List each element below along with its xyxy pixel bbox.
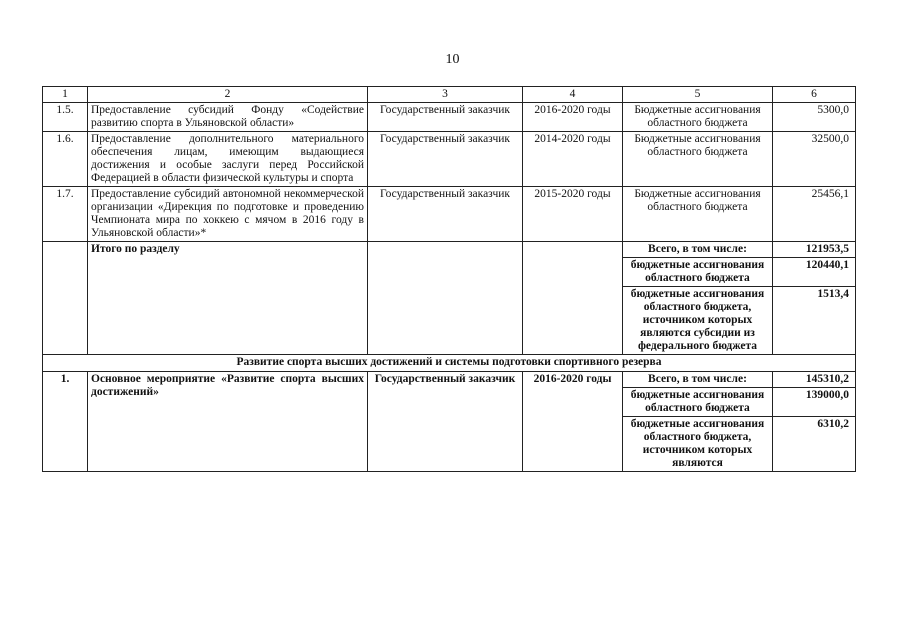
- row-period: 2015-2020 годы: [523, 187, 623, 242]
- header-col-5: 5: [623, 87, 773, 103]
- table-header-row: [43, 87, 856, 103]
- row-name: Предоставление субсидий автономной некоммерческой организации «Дирекция по подготовке и проведению Чемпионата мира по хоккею с мячом в 2016 году в Ульяновской области»*: [88, 187, 368, 242]
- main-source: Всего, в том числе:: [623, 372, 773, 388]
- header-col-6: 6: [773, 87, 856, 103]
- row-name: Предоставление субсидий Фонду «Содействие развитию спорта в Ульяновской области»: [88, 103, 368, 132]
- header-col-1: 1: [43, 87, 88, 103]
- main-row-period: 2016-2020 годы: [523, 372, 623, 472]
- table-row: [43, 103, 856, 132]
- table-row: [43, 187, 856, 242]
- row-number: 1.6.: [43, 132, 88, 187]
- main-source: бюджетные ассигнования областного бюджета, источником которых являются: [623, 417, 773, 472]
- header-col-3: 3: [368, 87, 523, 103]
- row-number: 1.7.: [43, 187, 88, 242]
- section-title-row: [43, 355, 856, 372]
- table-row: [43, 132, 856, 187]
- total-period-cell: [523, 242, 623, 355]
- main-row-number: 1.: [43, 372, 88, 472]
- total-amount: 120440,1: [773, 258, 856, 287]
- total-source: бюджетные ассигнования областного бюджета: [623, 258, 773, 287]
- main-row-executor: Государственный заказчик: [368, 372, 523, 472]
- row-period: 2016-2020 годы: [523, 103, 623, 132]
- row-amount: 5300,0: [773, 103, 856, 132]
- row-executor: Государственный заказчик: [368, 132, 523, 187]
- total-executor-cell: [368, 242, 523, 355]
- row-source: Бюджетные ассигнования областного бюджета: [623, 103, 773, 132]
- total-source: бюджетные ассигнования областного бюджета, источником которых являются субсидии из федерального бюджета: [623, 287, 773, 355]
- total-num-cell: [43, 242, 88, 355]
- main-amount: 139000,0: [773, 388, 856, 417]
- row-source: Бюджетные ассигнования областного бюджета: [623, 187, 773, 242]
- row-executor: Государственный заказчик: [368, 103, 523, 132]
- row-number: 1.5.: [43, 103, 88, 132]
- total-amount: 121953,5: [773, 242, 856, 258]
- main-row-name: Основное мероприятие «Развитие спорта высших достижений»: [88, 372, 368, 472]
- total-source: Всего, в том числе:: [623, 242, 773, 258]
- section-title: Развитие спорта высших достижений и системы подготовки спортивного резерва: [43, 355, 856, 372]
- row-source: Бюджетные ассигнования областного бюджета: [623, 132, 773, 187]
- row-amount: 25456,1: [773, 187, 856, 242]
- row-amount: 32500,0: [773, 132, 856, 187]
- header-col-4: 4: [523, 87, 623, 103]
- main-amount: 6310,2: [773, 417, 856, 472]
- section-total-label: Итого по разделу: [88, 242, 368, 355]
- main-source: бюджетные ассигнования областного бюджета: [623, 388, 773, 417]
- page-number: 10: [445, 52, 460, 67]
- row-period: 2014-2020 годы: [523, 132, 623, 187]
- program-table: [42, 86, 856, 472]
- section-total-row: [43, 242, 856, 258]
- row-executor: Государственный заказчик: [368, 187, 523, 242]
- main-amount: 145310,2: [773, 372, 856, 388]
- total-amount: 1513,4: [773, 287, 856, 355]
- row-name: Предоставление дополнительного материального обеспечения лицам, имеющим выдающиеся достижения и особые заслуги перед Российской Федерацией в области физической культуры и спорта: [88, 132, 368, 187]
- main-activity-row: [43, 372, 856, 388]
- header-col-2: 2: [88, 87, 368, 103]
